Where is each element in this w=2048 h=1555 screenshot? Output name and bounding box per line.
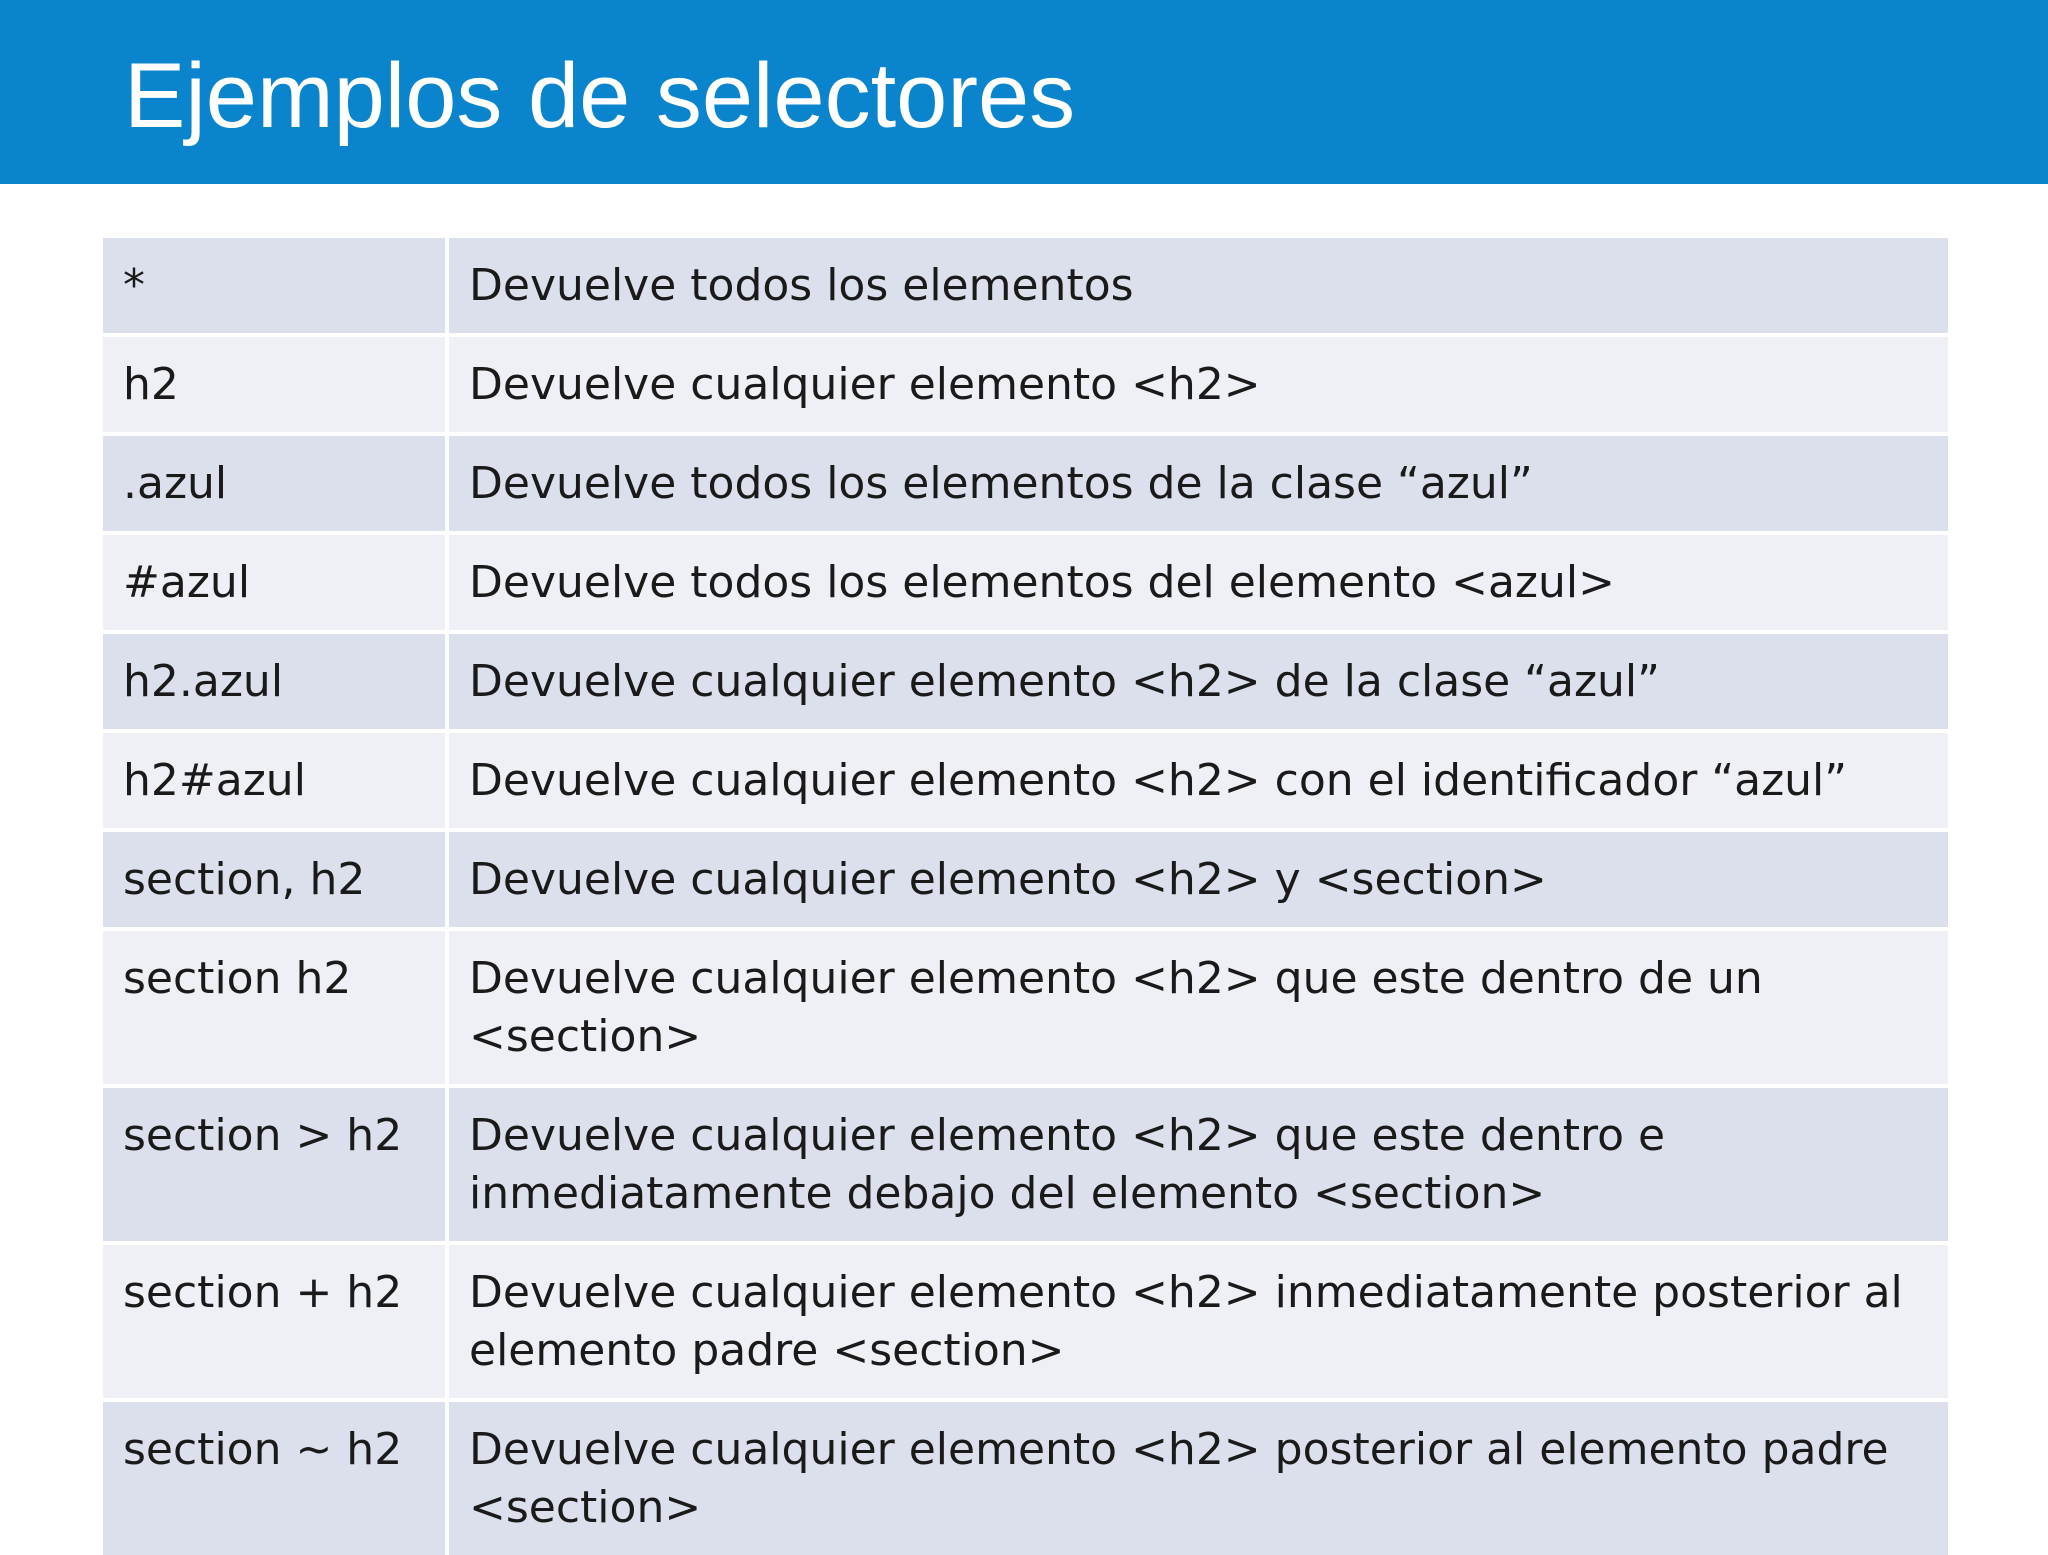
- selector-cell: #azul: [103, 533, 447, 632]
- table-row: [103, 1086, 1948, 1243]
- table-row: [103, 434, 1948, 533]
- description-cell: Devuelve cualquier elemento <h2> posterior al elemento padre <section>: [447, 1400, 1948, 1555]
- description-cell: Devuelve cualquier elemento <h2> con el identificador “azul”: [447, 731, 1948, 830]
- title-bar: [0, 0, 2048, 184]
- selector-cell: .azul: [103, 434, 447, 533]
- description-cell: Devuelve todos los elementos de la clase “azul”: [447, 434, 1948, 533]
- table-row: [103, 335, 1948, 434]
- description-cell: Devuelve todos los elementos del elemento <azul>: [447, 533, 1948, 632]
- slide-title: Ejemplos de selectores: [124, 45, 1076, 147]
- selector-cell: *: [103, 238, 447, 335]
- description-cell: Devuelve todos los elementos: [447, 238, 1948, 335]
- description-cell: Devuelve cualquier elemento <h2>: [447, 335, 1948, 434]
- selector-cell: section + h2: [103, 1243, 447, 1400]
- description-cell: Devuelve cualquier elemento <h2> de la clase “azul”: [447, 632, 1948, 731]
- table-row: [103, 632, 1948, 731]
- selector-cell: section ~ h2: [103, 1400, 447, 1555]
- table-row: [103, 1400, 1948, 1555]
- table-row: [103, 533, 1948, 632]
- selector-cell: h2#azul: [103, 731, 447, 830]
- selector-cell: section h2: [103, 929, 447, 1086]
- table-row: [103, 731, 1948, 830]
- table-row: [103, 238, 1948, 335]
- description-cell: Devuelve cualquier elemento <h2> que este dentro de un <section>: [447, 929, 1948, 1086]
- selector-cell: section > h2: [103, 1086, 447, 1243]
- table-row: [103, 1243, 1948, 1400]
- selector-cell: section, h2: [103, 830, 447, 929]
- selectors-table-container: [103, 238, 1948, 1555]
- description-cell: Devuelve cualquier elemento <h2> que este dentro e inmediatamente debajo del elemento <section>: [447, 1086, 1948, 1243]
- table-row: [103, 929, 1948, 1086]
- description-cell: Devuelve cualquier elemento <h2> inmediatamente posterior al elemento padre <section>: [447, 1243, 1948, 1400]
- table-row: [103, 830, 1948, 929]
- description-cell: Devuelve cualquier elemento <h2> y <section>: [447, 830, 1948, 929]
- selector-cell: h2: [103, 335, 447, 434]
- selector-cell: h2.azul: [103, 632, 447, 731]
- selectors-table: [103, 238, 1948, 1555]
